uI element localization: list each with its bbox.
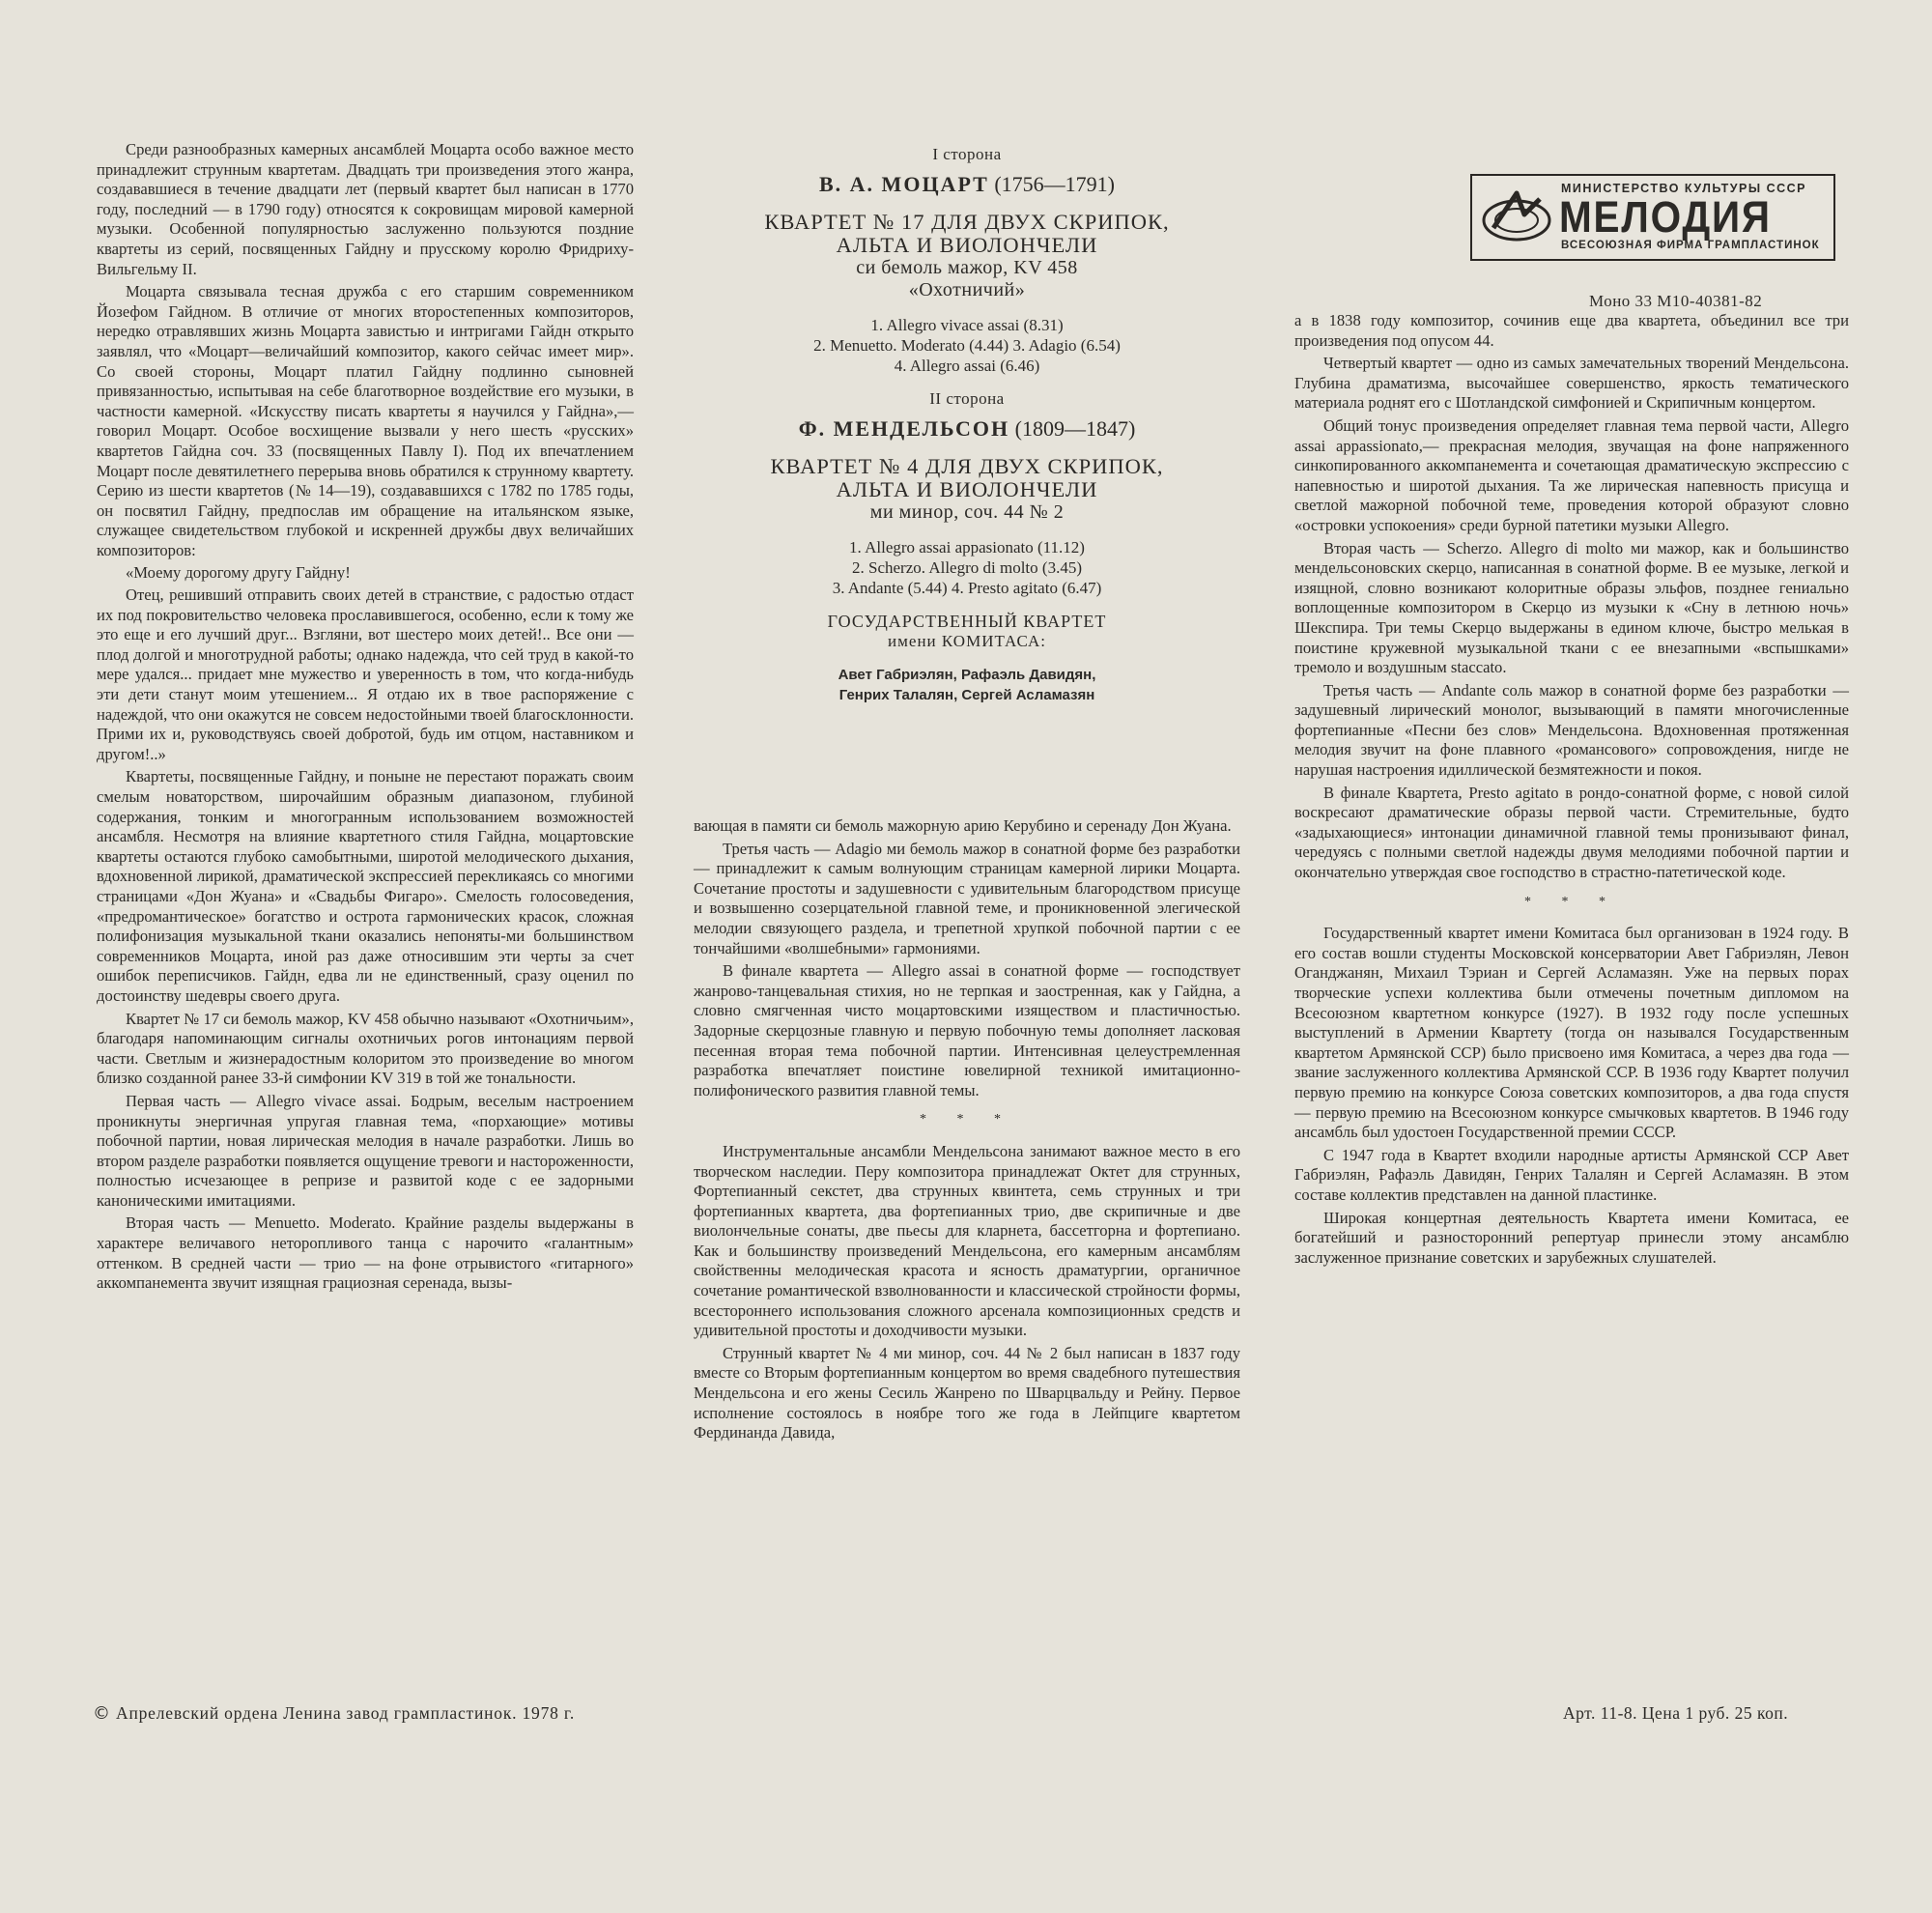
middle-text-column: [694, 816, 1240, 1446]
paragraph: Третья часть — Andante соль мажор в сонатной форме без разработки — задушевный лирический монолог, вызывающий в памяти многочисленные фортепианные «Песни без слов» Мендельсона. Вдохновенная протяженная мелодия звучит на фоне плавного «романсового» сопровождения, нигде не нарушая настроения идиллической безмятежности и покоя.: [1294, 680, 1849, 780]
paragraph: В финале Квартета, Presto agitato в рондо-сонатной форме, с новой силой воскресают драматические образы первой части. Стремительные, будто «задыхающиеся» интонации динамичной главной темы пронизывают финал, чередуясь с полными светлой надежды двумя мелодиями побочной партии и окончательно утверждая свое господство в страстно-патетической коде.: [1294, 783, 1849, 882]
paragraph: Струнный квартет № 4 ми минор, соч. 44 № 2 был написан в 1837 году вместе со Вторым фортепианным концертом во время свадебного путешествия Мендельсона и его жены Сесиль Жанрено по Шварцвальду и Рейну. Первое исполнение состоялось в ноябре того же года в Лейпциге квартетом Фердинанда Давида,: [694, 1343, 1240, 1442]
paragraph: Квартеты, посвященные Гайдну, и поныне не перестают поражать своим смелым новаторством, широчайшим образным диапазоном, глубиной содержания, тонким и многогранным использованием возможностей ансамбля. Несмотря на влияние квартетного стиля Гайдна, моцартовские квартеты остаются глубоко самобытными, широтой мелодического дыхания, вдохновенной лирикой, драматической экспрессией перекликаясь со многими страницами «Дон Жуана» и «Свадьбы Фигаро». Смелость голосоведения, «предромантическое» богатство и острота гармонических красок, сложная полифонизация музыкальной ткани оказались непоняты-ми большинством современников Моцарта, иной раз даже относившим эти черты за счет ошибок переписчиков. Гайдн, едва ли не единственный, сразу оценил по достоинству шедевры своего друга.: [97, 767, 634, 1005]
logo-brand: МЕЛОДИЯ: [1559, 192, 1772, 242]
paragraph: Вторая часть — Menuetto. Moderato. Крайние разделы выдержаны в характере величавого неторопливого танца с нарочито «галантным» оттенком. В средней части — трио — на фоне отрывистого «гитарного» аккомпанемента звучит изящная грациозная серенада, вызы-: [97, 1213, 634, 1293]
logo-ministry: МИНИСТЕРСТВО КУЛЬТУРЫ СССР: [1561, 182, 1806, 195]
paragraph: В финале квартета — Allegro assai в сонатной форме — господствует жанрово-танцевальная стихия, но не терпкая и заостренная, как у Гайдна, а словно смягченная чисто моцартовскими изяществом и пластичностью. Задорные скерцозные главную и первую побочную темы дополняет ласковая песенная вторая тема побочной партии. Интенсивная целеустремленная разработка впечатляет поистине ювелирной техникой имитационно-полифонического развития главной темы.: [694, 961, 1240, 1099]
work-title-line: КВАРТЕТ № 17 ДЛЯ ДВУХ СКРИПОК,: [764, 210, 1170, 234]
right-text-column: [1294, 311, 1849, 1271]
composer-years: (1756—1791): [994, 172, 1115, 196]
composer-name: В. А. МОЦАРТ: [819, 172, 989, 196]
side-two-label: II сторона: [929, 389, 1005, 408]
copyright-line: [93, 1703, 575, 1724]
work-nickname: «Охотничий»: [908, 279, 1026, 300]
program-header: [694, 145, 1240, 705]
logo-firm: ВСЕСОЮЗНАЯ ФИРМА ГРАМПЛАСТИНОК: [1561, 240, 1820, 251]
price-line: Арт. 11-8. Цена 1 руб. 25 коп.: [1563, 1703, 1789, 1723]
track-list-side-one: [694, 315, 1240, 376]
composer-mozart: [694, 172, 1240, 197]
melodiya-logo: [1470, 174, 1835, 261]
paragraph: Вторая часть — Scherzo. Allegro di molto ми мажор, как и большинство мендельсоновских скерцо, написанная в сонатной форме. В ее музыке, легкой и изящной, словно возникают колоритные образы эльфов, позднее гениально воплощенные композитором в Скерцо из музыки к «Сну в летнюю ночь» Шекспира. Три темы Скерцо выдержаны в едином ключе, быстро мелькая в поистине кружевной музыкальной ткани с ее внезапными «вспышками» тремоло и воздушным staccato.: [1294, 538, 1849, 677]
record-label-icon: [1480, 186, 1553, 249]
paragraph: Государственный квартет имени Комитаса был организован в 1924 году. В его состав вошли студенты Московской консерватории Авет Габриэлян, Левон Оганджанян, Михаил Тэриан и Сергей Асламазян. Уже на первых порах творческие успехи коллектива были отмечены почетным дипломом на Всесоюзном квартетном конкурсе (1927). В 1932 году после успешных выступлений в Армении Квартету (тогда он назывался Государственным квартетом Армянской ССР) было присвоено имя Комитаса, а через два года — звание заслуженного коллектива Армянской ССР. В 1936 году Квартет получил первую премию на конкурсе Союза советских композиторов, а два года спустя — первую премию на Всесоюзном конкурсе смычковых квартетов. В 1946 году ансамбль был удостоен Государственной премии СССР.: [1294, 924, 1849, 1142]
section-divider: * * *: [920, 1112, 1014, 1128]
work-key: ми минор, соч. 44 № 2: [869, 501, 1065, 523]
track-line: 1. Allegro assai appasionato (11.12): [849, 538, 1085, 557]
members-line: Генрих Талалян, Сергей Асламазян: [838, 687, 1095, 703]
paragraph: С 1947 года в Квартет входили народные артисты Армянской ССР Авет Габриэлян, Рафаэль Давидян, Генрих Талалян и Сергей Асламазян. В этом составе коллектив представлен на данной пластинке.: [1294, 1145, 1849, 1204]
track-line: 2. Menuetto. Moderato (4.44) 3. Adagio (6.54): [813, 336, 1121, 355]
track-line: 4. Allegro assai (6.46): [894, 357, 1040, 375]
work-title-line: АЛЬТА И ВИОЛОНЧЕЛИ: [836, 233, 1098, 257]
copyright-text: Апрелевский ордена Ленина завод грампластинок. 1978 г.: [116, 1703, 576, 1723]
ensemble-members: [694, 665, 1240, 705]
section-divider: * * *: [1524, 894, 1619, 909]
composer-name: Ф. МЕНДЕЛЬСОН: [798, 416, 1010, 441]
paragraph: Четвертый квартет — одно из самых замечательных творений Мендельсона. Глубина драматизма, высочайшее совершенство, яркость тематического материала роднят его с Шотландской симфонией и Скрипичным концертом.: [1294, 354, 1849, 413]
work-title-line: КВАРТЕТ № 4 ДЛЯ ДВУХ СКРИПОК,: [770, 454, 1164, 478]
left-text-column: [97, 140, 634, 1297]
paragraph: Среди разнообразных камерных ансамблей Моцарта особо важное место принадлежит струнным квартетам. Двадцать три произведения этого жанра, создававшиеся в течение двадцати лет (первый квартет был написан в 1770 году, последний — в 1790 году) относятся к сокровищам мировой камерной музыки. Особенной популярностью заслуженно пользуются поздние квартеты из серий, посвященных Гайдну и прусскому королю Фридриху-Вильгельму II.: [97, 140, 634, 278]
paragraph: Отец, решивший отправить своих детей в странствие, с радостью отдаст их под покровительство человека прославившегося, особенно, если к тому же это еще и его лучший друг... Взгляни, вот шестеро моих детей!.. Все они — плод долгой и многотрудной работы; однако надежда, что сей труд в какой-то мере удался... придает мне мужество и уверенность в том, что когда-нибудь эти дети станут моим утешением... Я отдаю их в твое распоряжение с надеждой, что они окажутся не совсем недостойными твоей благосклонности. Прими их и, руководствуясь своей добротой, будь им отцом, наставником и другом!..»: [97, 585, 634, 763]
paragraph: Инструментальные ансамбли Мендельсона занимают важное место в его творческом наследии. Перу композитора принадлежат Октет для струнных, Фортепианный секстет, два струнных квинтета, семь струнных и три фортепианных квартета, два фортепианных трио, две скрипичные и две виолончельные сонаты, две пьесы для кларнета, бассетгорна и фортепиано. Как и большинству произведений Мендельсона, его камерным ансамблям свойственны мелодическая красота и ясность драматургии, органичное сочетание романтической взволнованности и классической стройности формы, всестороннего использования сложного арсенала композиционных средств и удивительной простоты и доходчивости музыки.: [694, 1141, 1240, 1340]
paragraph: вающая в памяти си бемоль мажорную арию Керубино и серенаду Дон Жуана.: [694, 816, 1232, 835]
composer-mendelssohn: [694, 416, 1240, 442]
paragraph: Широкая концертная деятельность Квартета имени Комитаса, ее богатейший и разносторонний репертуар принесли этому ансамблю заслуженное признание советских и зарубежных слушателей.: [1294, 1208, 1849, 1267]
track-line: 3. Andante (5.44) 4. Presto agitato (6.47): [832, 579, 1102, 597]
quote-line: «Моему дорогому другу Гайдну!: [126, 563, 351, 583]
paragraph: Общий тонус произведения определяет главная тема первой части, Allegro assai appassionato,— прекрасная мелодия, звучащая на фоне напряженного синкопированного аккомпанемента и сочетающая драматическую экспрессию с напевностью и широтой дыхания. Та же лирическая напевность присуща и светлой мажорной побочной теме, проведения которой образуют словно «островки успокоения» среди бурной патетики музыки Allegro.: [1294, 415, 1849, 534]
paragraph: Квартет № 17 си бемоль мажор, KV 458 обычно называют «Охотничьим», благодаря напоминающим сигналы охотничьих рогов интонациям первой части. Светлым и жизнерадостным колоритом это произведение во многом близко созданной ранее 33-й симфонии KV 319 в той же тональности.: [97, 1009, 634, 1088]
members-line: Авет Габриэлян, Рафаэль Давидян,: [838, 667, 1096, 683]
track-line: 2. Scherzo. Allegro di molto (3.45): [852, 558, 1082, 577]
ensemble-name-sub: имени КОМИТАСА:: [888, 632, 1046, 650]
composer-years: (1809—1847): [1014, 416, 1136, 441]
track-line: 1. Allegro vivace assai (8.31): [870, 316, 1064, 334]
ensemble-name: ГОСУДАРСТВЕННЫЙ КВАРТЕТ: [827, 612, 1107, 631]
catalog-number: Моно 33 М10-40381-82: [1589, 292, 1763, 310]
copyright-icon: ©: [93, 1703, 111, 1724]
side-one-label: I сторона: [932, 145, 1002, 163]
paragraph: Третья часть — Adagio ми бемоль мажор в сонатной форме без разработки — принадлежит к самым волнующим страницам камерной лирики Моцарта. Сочетание простоты и задушевности с удивительным благородством присуще и возвышенно созерцательной главной теме, и проникновенной элегической мелодии связующего раздела, и трепетной хрупкой побочной партии с ее тончайшими «волшебными» гармониями.: [694, 839, 1240, 957]
work-key: си бемоль мажор, KV 458: [856, 257, 1078, 278]
track-list-side-two: [694, 537, 1240, 598]
paragraph: Первая часть — Allegro vivace assai. Бодрым, веселым настроением проникнуты энергичная упругая главная тема, «порхающие» мотивы побочной партии, новая лирическая мелодия в начале разработки. Лишь во втором разделе разработки появляется ощущение тревоги и настороженности, полностью исчезающее в репризе и развитой коде с ее задорными каноническими имитациями.: [97, 1091, 634, 1210]
work-title-line: АЛЬТА И ВИОЛОНЧЕЛИ: [836, 477, 1098, 501]
paragraph: Моцарта связывала тесная дружба с его старшим современником Йозефом Гайдном. В отличие от многих второстепенных композиторов, нередко отравлявших жизнь Моцарта завистью и интригами Гайдн открыто заявлял, что «Моцарт—величайший композитор, какого сейчас имеет мир». Со своей стороны, Моцарт платил Гайдну подлинно сыновней привязанностью, испытывая на себе благотворное воздействие его музыки, в частности камерной. «Искусству писать квартеты я научился у Гайдна»,— говорил Моцарт. Особое восхищение вызвали у него шесть «русских» квартетов Гайдна соч. 33 (посвященных Павлу I). Под их впечатлением Моцарт после девятилетнего перерыва вновь обратился к струнному квартету. Серию из шести квартетов (№ 14—19), создававшихся с 1782 по 1785 годы, он посвятил Гайдну, предпослав им обращение на итальянском языке, служащее свидетельством глубокой и искренней дружбы двух величайших композиторов:: [97, 282, 634, 559]
paragraph: а в 1838 году композитор, сочинив еще два квартета, объединил все три произведения под опусом 44.: [1294, 311, 1849, 350]
